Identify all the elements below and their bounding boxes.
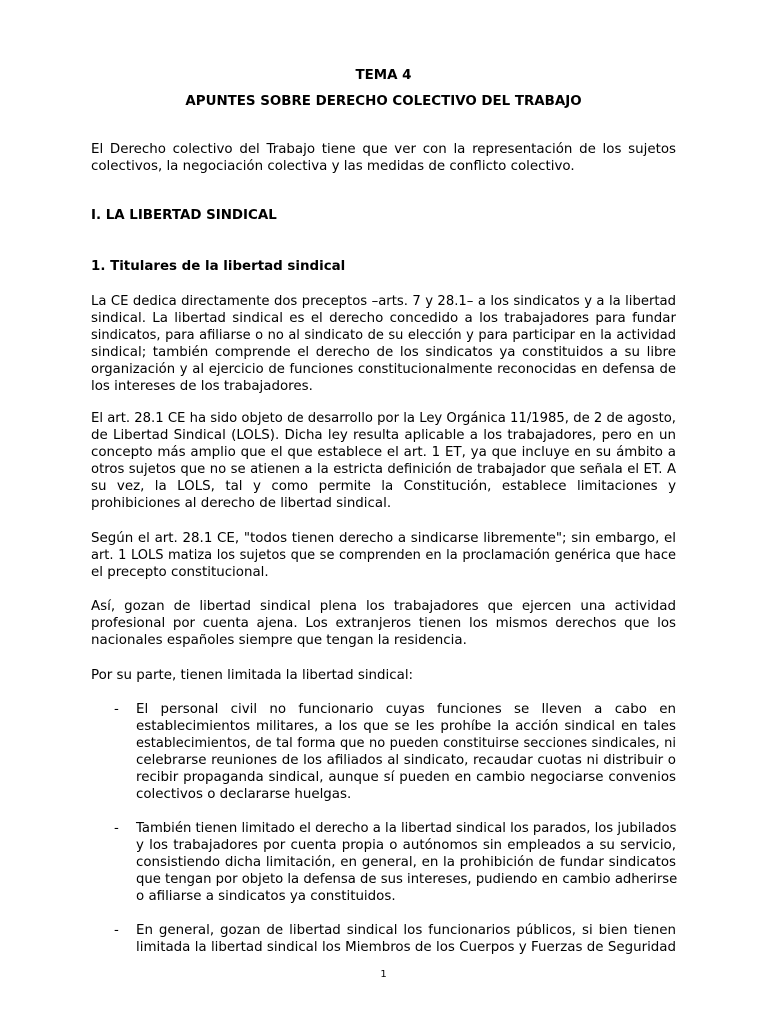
text-line: El Derecho colectivo del Trabajo tiene que ver con la representación de los sujetos [91,142,676,157]
section-heading: I. LA LIBERTAD SINDICAL [91,208,277,223]
text-line: de Libertad Sindical (LOLS). Dicha ley resulta aplicable a los trabajadores, pero en un [91,428,676,443]
tema-heading: TEMA 4 [355,68,412,83]
text-line: establecimientos militares, a los que se les prohíbe la acción sindical en tales [136,719,676,734]
text-line: profesional por cuenta ajena. Los extranjeros tienen los mismos derechos que los [91,616,676,631]
paragraph-5: Por su parte, tienen limitada la libertad sindical: [91,668,414,683]
text-line: concepto más amplio que el que establece el art. 1 ET, ya que incluye en su ámbito a [91,445,676,460]
subsection-heading: 1. Titulares de la libertad sindical [91,259,346,274]
text-line: colectivos o declararse huelgas. [136,787,352,802]
text-line: recibir propaganda sindical, aunque sí pueden en cambio negociarse convenios [136,770,676,785]
dash-marker: - [114,702,119,717]
text-line: otros sujetos que no se atienen a la estricta definición de trabajador que señala el ET. A [91,462,676,477]
dash-marker: - [114,821,119,836]
text-line: nacionales españoles siempre que tengan la residencia. [91,633,467,648]
text-line: colectivos, la negociación colectiva y las medidas de conflicto colectivo. [91,159,575,174]
text-line: el precepto constitucional. [91,565,269,580]
text-line: El art. 28.1 CE ha sido objeto de desarrollo por la Ley Orgánica 11/1985, de 2 de agosto, [91,411,676,426]
text-line: La CE dedica directamente dos preceptos –arts. 7 y 28.1– a los sindicatos y a la libertad [91,294,676,309]
text-line: El personal civil no funcionario cuyas funciones se lleven a cabo en [136,702,676,717]
text-line: organización y al ejercicio de funciones constitucionalmente reconocidas en defensa de [91,362,676,377]
page-number: 1 [380,969,387,980]
text-line: Según el art. 28.1 CE, "todos tienen derecho a sindicarse libremente"; sin embargo, el [91,531,676,546]
text-line: sindical. La libertad sindical es el derecho concedido a los trabajadores para fundar [91,311,676,326]
text-line: y los trabajadores por cuenta propia o autónomos sin empleados a su servicio, [136,838,676,853]
text-line: limitada la libertad sindical los Miembros de los Cuerpos y Fuerzas de Seguridad [136,940,676,955]
text-line: art. 1 LOLS matiza los sujetos que se comprenden en la proclamación genérica que hace [91,548,676,563]
document-page [91,0,676,1024]
text-line: su vez, la LOLS, tal y como permite la Constitución, establece limitaciones y [91,479,676,494]
text-line: consistiendo dicha limitación, en general, en la prohibición de fundar sindicatos [136,855,676,870]
text-line: celebrarse reuniones de los afiliados al sindicato, recaudar cuotas ni distribuir o [136,753,676,768]
dash-marker: - [114,923,119,938]
text-line: sindicatos, para afiliarse o no al sindicato de su elección y para participar en la actividad [91,328,676,343]
text-line: prohibiciones al derecho de libertad sindical. [91,496,392,511]
text-line: sindical; también comprende el derecho de los sindicatos ya constituidos a su libre [91,345,676,360]
text-line: También tienen limitado el derecho a la libertad sindical los parados, los jubilados [136,821,677,836]
document-title: APUNTES SOBRE DERECHO COLECTIVO DEL TRABAJO [185,94,582,109]
text-line: En general, gozan de libertad sindical los funcionarios públicos, si bien tienen [136,923,676,938]
text-line: o afiliarse a sindicatos ya constituidos. [136,889,396,904]
text-line: los intereses de los trabajadores. [91,379,313,394]
text-line: Así, gozan de libertad sindical plena los trabajadores que ejercen una actividad [91,599,676,614]
text-line: establecimientos, de tal forma que no pueden constituirse secciones sindicales, ni [136,736,676,751]
text-line: que tengan por objeto la defensa de sus intereses, pudiendo en cambio adherirse [136,872,678,887]
